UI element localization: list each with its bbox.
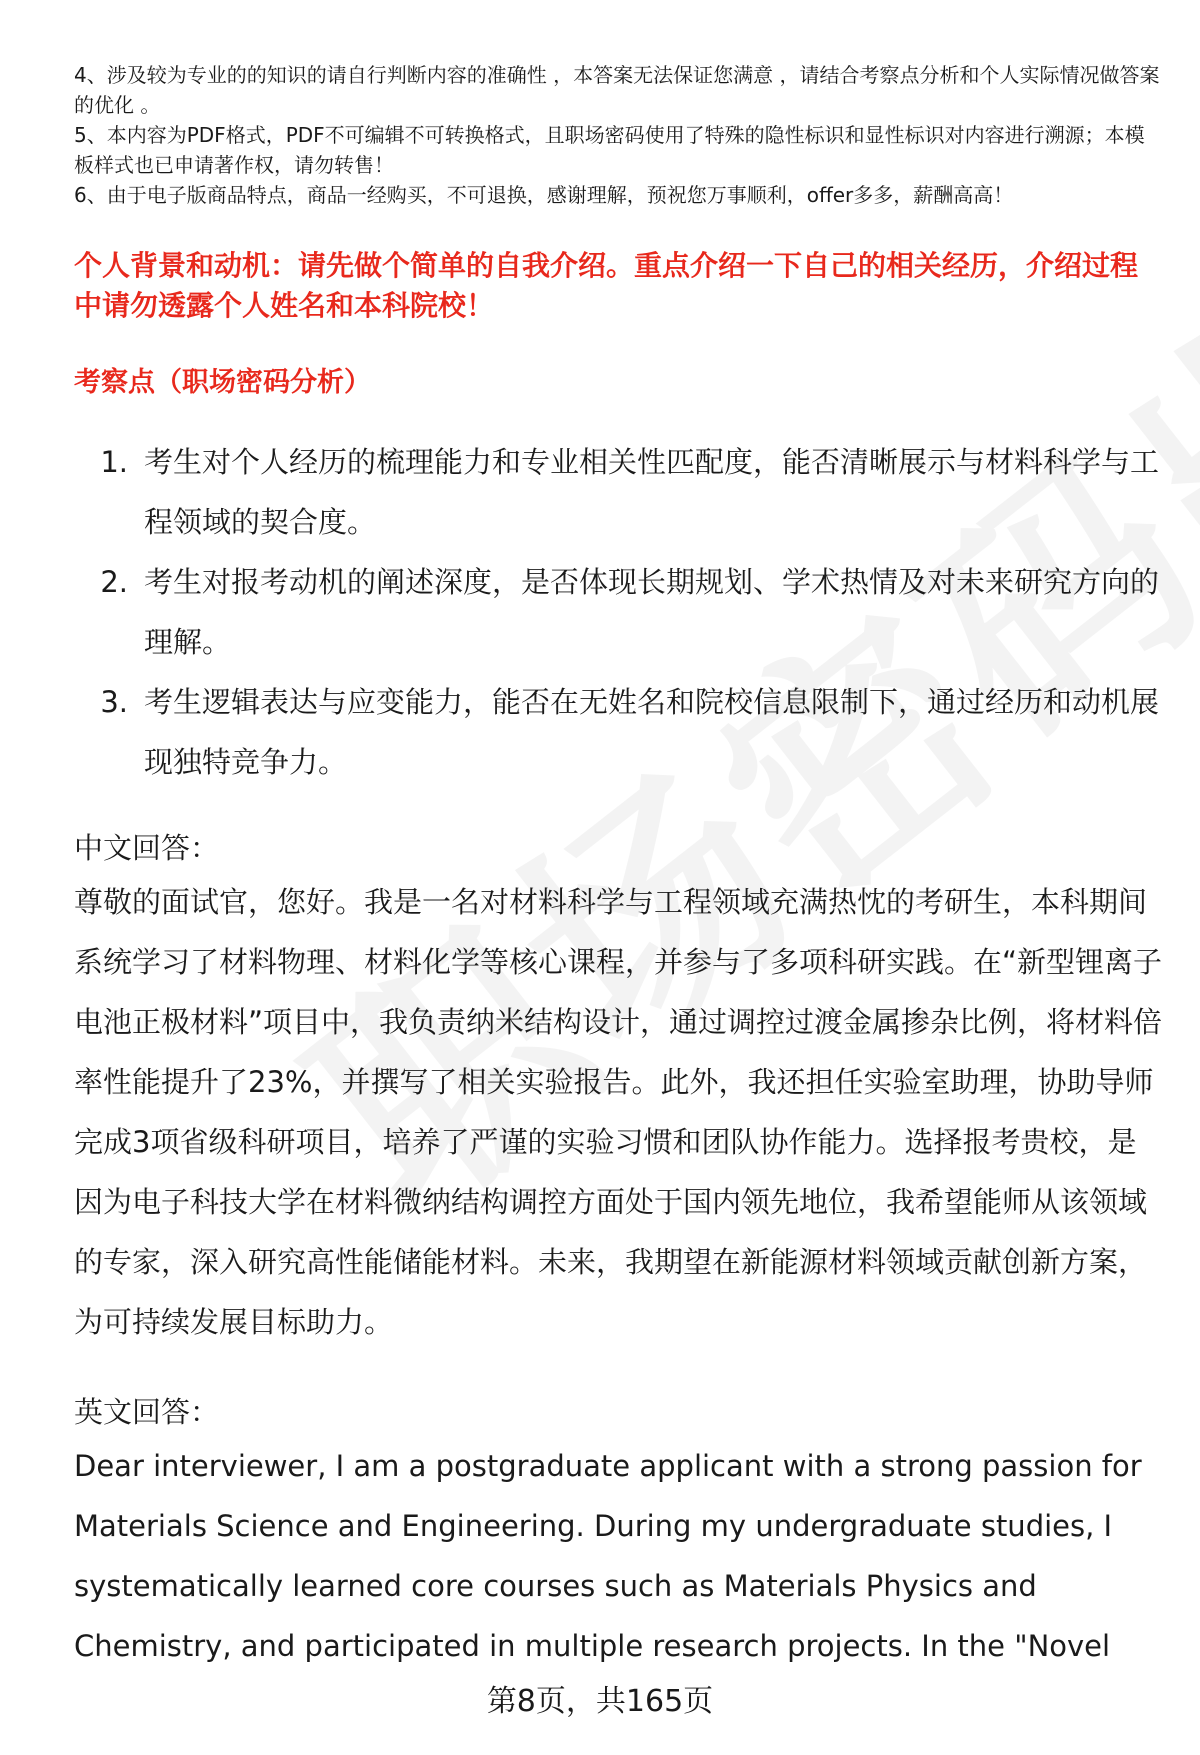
point-item	[74, 672, 1164, 792]
note-item: 4、涉及较为专业的的知识的请自行判断内容的准确性 ，本答案无法保证您满意 ，请结合考察点分析和个人实际情况做答案的优化 。	[74, 63, 1160, 117]
point-text: 考生对个人经历的梳理能力和专业相关性匹配度，能否清晰展示与材料科学与工程领域的契合度。	[144, 445, 1160, 539]
points-list	[74, 432, 1164, 792]
chinese-answer-text: 尊敬的面试官，您好。我是一名对材料科学与工程领域充满热忱的考研生，本科期间系统学习了材料物理、材料化学等核心课程，并参与了多项科研实践。在“新型锂离子电池正极材料”项目中，我负责纳米结构设计，通过调控过渡金属掺杂比例，将材料倍率性能提升了23%，并撰写了相关实验报告。此外，我还担任实验室助理，协助导师完成3项省级科研项目，培养了严谨的实验习惯和团队协作能力。选择报考贵校，是因为电子科技大学在材料微纳结构调控方面处于国内领先地位，我希望能师从该领域的专家，深入研究高性能储能材料。未来，我期望在新能源材料领域贡献创新方案，为可持续发展目标助力。	[74, 885, 1163, 1339]
point-number: 1.	[100, 445, 128, 479]
point-text: 考生对报考动机的阐述深度，是否体现长期规划、学术热情及对未来研究方向的理解。	[144, 565, 1160, 659]
point-item	[74, 432, 1164, 552]
note-item: 5、本内容为PDF格式，PDF不可编辑不可转换格式，且职场密码使用了特殊的隐性标识和显性标识对内容进行溯源；本模板样式也已申请著作权，请勿转售！	[74, 123, 1145, 177]
point-number: 2.	[100, 565, 128, 599]
english-answer-label: 英文回答：	[74, 1395, 220, 1429]
point-number: 3.	[100, 685, 128, 719]
page-number: 第8页，共165页	[486, 1684, 714, 1719]
english-answer-text: Dear interviewer, I am a postgraduate applicant with a strong passion for Materials Science and Engineering. During my undergraduate studies, I systematically learned core courses such as Materials Physics and Chemistry, and participated in multiple research projects. In the "Novel	[74, 1449, 1142, 1663]
chinese-answer-label: 中文回答：	[74, 831, 220, 865]
point-text: 考生逻辑表达与应变能力，能否在无姓名和院校信息限制下，通过经历和动机展现独特竞争力。	[144, 685, 1160, 779]
points-title: 考察点（职场密码分析）	[74, 367, 371, 398]
question-heading: 个人背景和动机：请先做个简单的自我介绍。重点介绍一下自己的相关经历，介绍过程中请勿透露个人姓名和本科院校！	[74, 249, 1139, 322]
point-item	[74, 552, 1164, 672]
note-item: 6、由于电子版商品特点，商品一经购买，不可退换，感谢理解，预祝您万事顺利，offer多多，薪酬高高！	[74, 183, 1014, 207]
notes-block	[74, 60, 1164, 210]
